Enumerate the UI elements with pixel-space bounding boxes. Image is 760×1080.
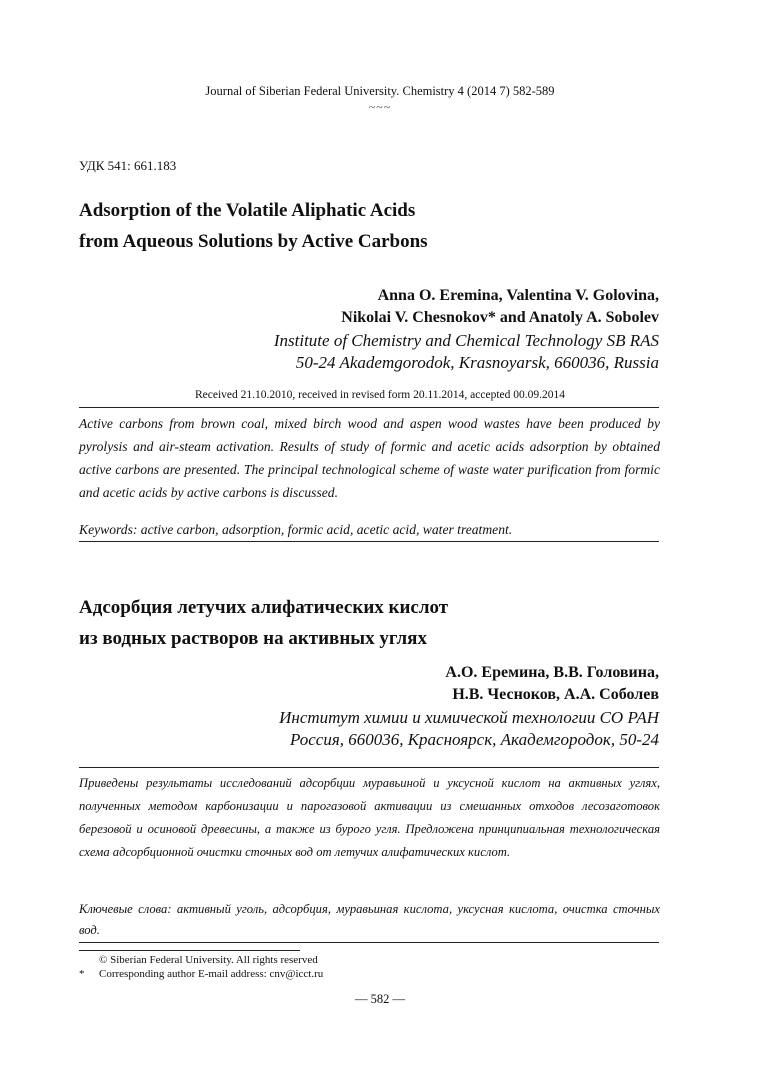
russian-keywords: Ключевые слова: активный уголь, адсорбция, муравьиная кислота, уксусная кислота, очистка сточных вод. (79, 902, 660, 937)
english-keywords: Keywords: active carbon, adsorption, formic acid, acetic acid, water treatment. (79, 522, 513, 537)
abstract-bottom-rule (79, 541, 659, 542)
header-ornament: ~~~ (368, 100, 392, 114)
footnote-star: * (79, 968, 85, 980)
russian-authors-block (279, 662, 659, 751)
english-authors-block (274, 285, 659, 374)
received-dates: Received 21.10.2010, received in revised form 20.11.2014, accepted 00.09.2014 (194, 389, 566, 401)
russian-title (79, 592, 448, 654)
english-affiliation-line-1: Institute of Chemistry and Chemical Technology SB RAS (273, 331, 659, 350)
footnote-corresponding (79, 967, 323, 981)
english-abstract: Active carbons from brown coal, mixed birch wood and aspen wood wastes have been produced by pyrolysis and air-steam activation. Results of study of formic and acetic acids adsorption by obtained active carbons are presented. The principal technological scheme of waste water purification from formic and acetic acids by active carbons is discussed. (79, 416, 660, 500)
english-title-line-2: from Aqueous Solutions by Active Carbons (79, 231, 428, 252)
footnote-copyright (79, 953, 318, 967)
english-authors-line-2: Nikolai V. Chesnokov* and Anatoly A. Sobolev (341, 309, 659, 326)
russian-title-line-2: из водных растворов на активных углях (79, 628, 427, 649)
english-authors-line-1: Anna O. Eremina, Valentina V. Golovina, (377, 287, 659, 304)
corresponding-author-text: Corresponding author E-mail address: cnv@icct.ru (99, 968, 324, 980)
russian-abstract-top-rule (79, 767, 659, 768)
footnote-rule (79, 950, 300, 951)
russian-affiliation-line-2: Россия, 660036, Красноярск, Академгородок, 50-24 (289, 730, 659, 749)
english-title (79, 195, 428, 257)
russian-abstract-bottom-rule (79, 942, 659, 943)
journal-header: Journal of Siberian Federal University. Chemistry 4 (2014 7) 582-589 (205, 84, 555, 98)
russian-affiliation-line-1: Институт химии и химической технологии СО РАН (279, 708, 659, 727)
udk-code: УДК 541: 661.183 (79, 158, 177, 173)
english-title-line-1: Adsorption of the Volatile Aliphatic Acids (79, 200, 416, 221)
russian-title-line-1: Адсорбция летучих алифатических кислот (79, 597, 449, 618)
russian-authors-line-1: А.О. Еремина, В.В. Головина, (445, 664, 659, 681)
russian-authors-line-2: Н.В. Чесноков, А.А. Соболев (452, 686, 659, 703)
copyright-text: © Siberian Federal University. All rights reserved (99, 954, 318, 966)
english-affiliation-line-2: 50-24 Akademgorodok, Krasnoyarsk, 660036, Russia (295, 353, 659, 372)
page-number: — 582 — (355, 992, 405, 1006)
russian-abstract: Приведены результаты исследований адсорбции муравьиной и уксусной кислот на активных углях, полученных методом карбонизации и парогазовой активации из смешанных отходов лесозаготовок березовой и осиновой древесины, а также из бурого угля. Предложена принципиальная технологическая схема адсорбционной очистки сточных вод от летучих алифатических кислот. (79, 776, 660, 859)
abstract-top-rule (79, 407, 659, 408)
